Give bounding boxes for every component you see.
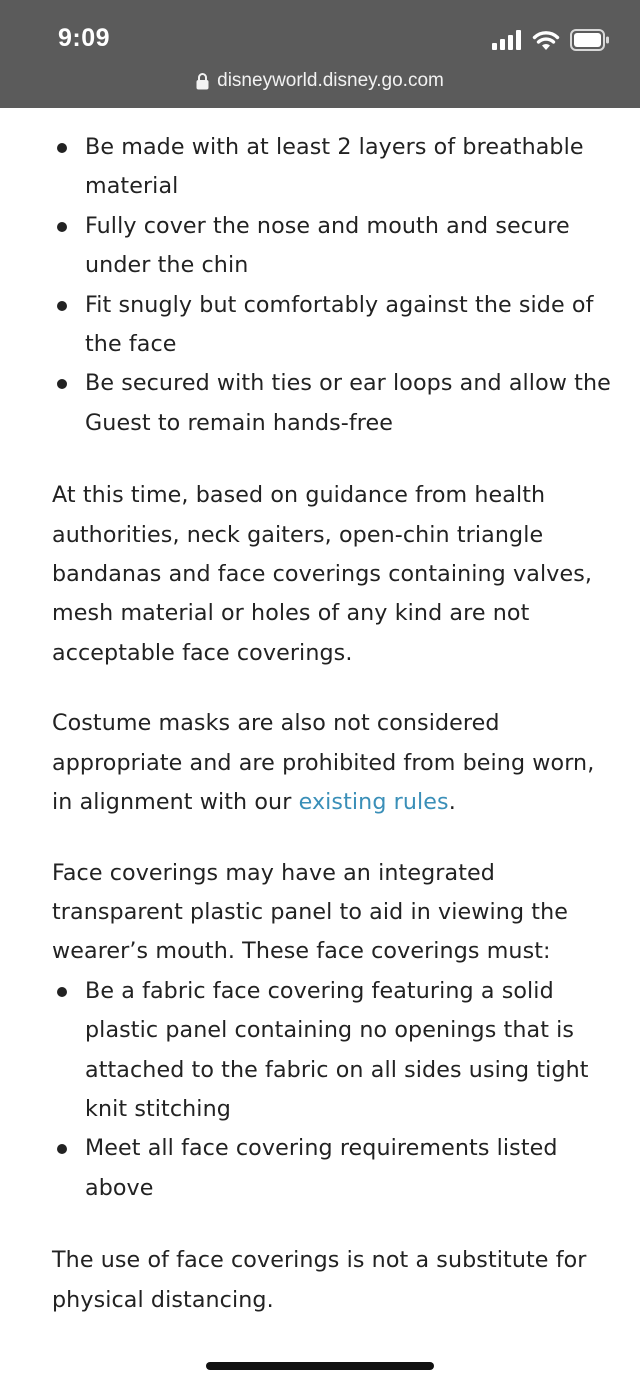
cellular-signal-icon bbox=[492, 30, 522, 50]
panel-requirements-list bbox=[52, 972, 612, 1208]
bullet-icon bbox=[57, 987, 67, 997]
bullet-icon bbox=[57, 143, 67, 153]
bullet-icon bbox=[57, 379, 67, 389]
bullet-icon bbox=[57, 1144, 67, 1154]
home-indicator[interactable] bbox=[206, 1362, 434, 1370]
list-item: Be secured with ties or ear loops and allow the Guest to remain hands-free bbox=[52, 364, 612, 443]
lock-icon bbox=[196, 73, 209, 90]
list-item: Fully cover the nose and mouth and secure under the chin bbox=[52, 207, 612, 286]
existing-rules-link[interactable]: existing rules bbox=[298, 789, 449, 816]
address-bar[interactable] bbox=[0, 70, 640, 92]
paragraph-unacceptable-coverings: At this time, based on guidance from health authorities, neck gaiters, open-chin triangle bandanas and face coverings containing valves, mesh material or holes of any kind are not acceptable face coverings. bbox=[52, 482, 593, 666]
battery-icon bbox=[570, 29, 610, 51]
paragraph-costume-masks: Costume masks are also not considered appropriate and are prohibited from being worn, in alignment with our existing rules. bbox=[52, 710, 595, 816]
paragraph-distancing: The use of face coverings is not a substitute for physical distancing. bbox=[52, 1247, 587, 1313]
url-text: disneyworld.disney.go.com bbox=[217, 70, 444, 91]
requirements-list bbox=[52, 128, 612, 443]
article-content bbox=[52, 128, 612, 1320]
browser-top-bar bbox=[0, 0, 640, 108]
status-icons bbox=[492, 29, 610, 51]
list-item: Meet all face covering requirements listed above bbox=[52, 1129, 612, 1208]
list-item: Fit snugly but comfortably against the side of the face bbox=[52, 286, 612, 365]
list-item: Be made with at least 2 layers of breathable material bbox=[52, 128, 612, 207]
status-time: 9:09 bbox=[58, 24, 111, 52]
bullet-icon bbox=[57, 301, 67, 311]
paragraph-plastic-panel: Face coverings may have an integrated transparent plastic panel to aid in viewing the wearer’s mouth. These face coverings must: bbox=[52, 859, 569, 965]
list-item: Be a fabric face covering featuring a solid plastic panel containing no openings that is attached to the fabric on all sides using tight knit stitching bbox=[52, 972, 612, 1130]
wifi-icon bbox=[532, 29, 560, 51]
bullet-icon bbox=[57, 222, 67, 232]
